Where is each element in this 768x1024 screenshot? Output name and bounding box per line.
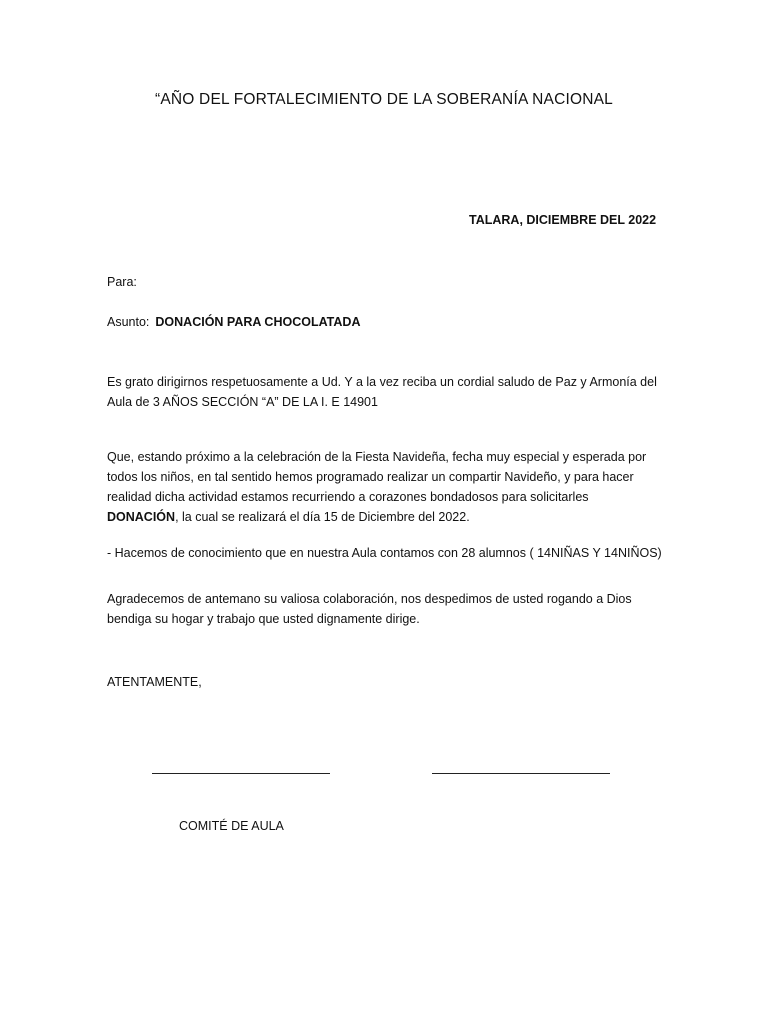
place-date: TALARA, DICIEMBRE DEL 2022 (469, 213, 657, 227)
subject-line (107, 312, 360, 332)
request-paragraph (107, 447, 652, 527)
request-line: realidad dicha actividad estamos recurriendo a corazones bondadosos para solicitarles (107, 490, 589, 504)
request-date-text: , la cual se realizará el día 15 de Diciembre del 2022. (175, 510, 470, 524)
request-line (107, 507, 652, 527)
thanks-line: Agradecemos de antemano su valiosa colaboración, nos despedimos de usted rogando a Dios (107, 592, 632, 606)
subject-value: DONACIÓN PARA CHOCOLATADA (155, 315, 361, 329)
request-line: todos los niños, en tal sentido hemos programado realizar un compartir Navideño, y para hacer (107, 470, 634, 484)
greeting-paragraph (107, 372, 667, 412)
donation-emphasis: DONACIÓN (107, 510, 176, 524)
subject-label: Asunto: (107, 315, 150, 329)
closing: ATENTAMENTE, (107, 675, 202, 689)
greeting-line: Aula de 3 AÑOS SECCIÓN “A” DE LA I. E 14901 (107, 395, 378, 409)
thanks-line: bendiga su hogar y trabajo que usted dignamente dirige. (107, 612, 420, 626)
students-note: - Hacemos de conocimiento que en nuestra Aula contamos con 28 alumnos ( 14NIÑAS Y 14NIÑOS) (107, 546, 662, 560)
signature-line-left (152, 773, 330, 774)
recipient-label: Para: (107, 275, 137, 289)
signature-line-right (432, 773, 610, 774)
thanks-paragraph (107, 589, 652, 629)
request-line: Que, estando próximo a la celebración de la Fiesta Navideña, fecha muy especial y esperada por (107, 450, 647, 464)
committee-signature-label: COMITÉ DE AULA (179, 819, 284, 833)
year-title: “AÑO DEL FORTALECIMIENTO DE LA SOBERANÍA NACIONAL (155, 91, 613, 108)
greeting-line: Es grato dirigirnos respetuosamente a Ud. Y a la vez reciba un cordial saludo de Paz y Armonía del (107, 375, 657, 389)
